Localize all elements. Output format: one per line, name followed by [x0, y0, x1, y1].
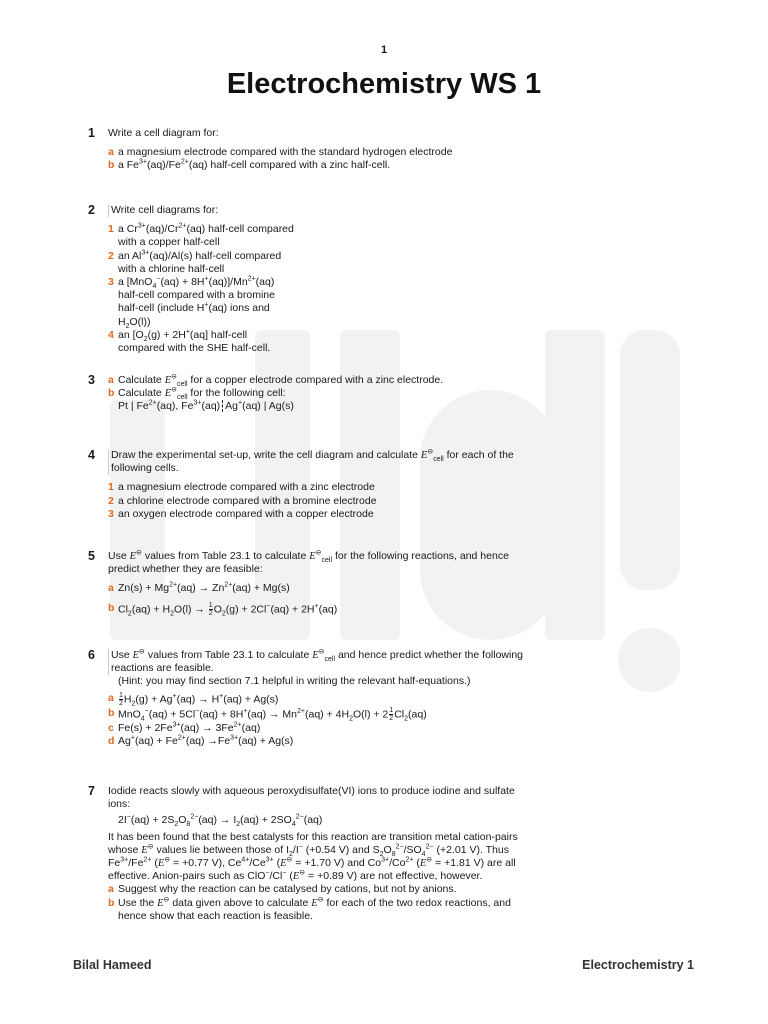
- question-number: 6: [88, 648, 95, 662]
- part-a: a a magnesium electrode compared with the standard hydrogen electrode: [108, 146, 453, 159]
- equation: $2I^-(aq) + 2S_2O_8^{2-}(aq) \to I_2(aq) + 2SO_4^{2-}(aq)$: [118, 813, 323, 829]
- part-1: 1 a magnesium electrode compared with a zinc electrode: [108, 481, 375, 494]
- question-stem: Use E⊖ values from Table 23.1 to calculate $E^⊖_{cell}$ and hence predict whether the following reactions are feasible.: [108, 649, 528, 675]
- question-number: 2: [88, 203, 95, 217]
- part-1: 1 a $Cr^{3+}(aq)/Cr^{2+}(aq)$ half-cell compared with a copper half-cell: [108, 222, 294, 249]
- question-number: 7: [88, 784, 95, 798]
- question-stem: Use E⊖ values from Table 23.1 to calculate $E^⊖_{cell}$ for the following reactions, and hence predict whether they are feasible:: [108, 549, 509, 576]
- part-3: 3 an oxygen electrode compared with a copper electrode: [108, 507, 374, 520]
- footer-title: Electrochemistry 1: [582, 958, 694, 972]
- part-3: 3 a $[MnO_4^-(aq) + 8H^+(aq)]/Mn^{2+}(aq)$ half-cell compared with a bromine half-cell (include H+(aq) ions and $H_2O(l)$): [108, 275, 275, 330]
- question-stem: Write cell diagrams for:: [108, 204, 528, 217]
- part-b: b $Cl_2(aq) + H_2O(l)$ → $\frac{1}{2}$ $O_2(g) + 2Cl^-(aq) + 2H^+(aq)$: [108, 601, 338, 617]
- paragraph: It has been found that the best catalysts for this reaction are transition metal cation-pairs whose E⊖ values lie between those of $I_2/I^-$ (+0.54 V) and $S_2O_8^{2-}/SO_4^{2-}$ (+2.01 V). Thus $Fe^{3+}/Fe^{2+}$ (E⊖ = +0.77 V), $Ce^{4+}/Ce^{3+}$ (E⊖ = +1.70 V) and $Co^{3+}/Co^{2+}$ (E⊖ = +1.81 V) are all effective. Anion-pairs such as ClO−/Cl− (E⊖ = +0.89 V) are not effective, however.: [108, 830, 518, 883]
- part-2: 2 an $Al^{3+}(aq)/Al(s)$ half-cell compared with a chlorine half-cell: [108, 249, 282, 275]
- cell-diagram: Pt | $Fe^{2+}(aq)$, $Fe^{3+}(aq)$ Ag+(aq) | Ag(s): [118, 399, 294, 413]
- hint: (Hint: you may find section 7.1 helpful in writing the relevant half-equations.): [118, 675, 471, 688]
- page-number: 1: [380, 44, 388, 56]
- part-a: a Suggest why the reaction can be catalysed by cations, but not by anions.: [108, 883, 457, 896]
- question-number: 4: [88, 448, 95, 462]
- part-4: 4 an [$O_2(g) + 2H^+(aq]$ half-cell compared with the SHE half-cell.: [108, 328, 271, 355]
- part-2: 2 a chlorine electrode compared with a bromine electrode: [108, 494, 377, 507]
- question-number: 1: [88, 126, 95, 140]
- part-b: b Calculate $E^⊖_{cell}$ for the following cell:: [108, 386, 286, 402]
- page-title: Electrochemistry WS 1: [226, 68, 542, 100]
- part-b: b a $Fe^{3+}(aq)/Fe^{2+}(aq)$ half-cell compared with a zinc half-cell.: [108, 158, 391, 172]
- question-stem: Write a cell diagram for:: [108, 127, 219, 139]
- question-number: 3: [88, 373, 95, 387]
- footer-author: Bilal Hameed: [73, 958, 152, 972]
- part-d: d $Ag^+(aq) + Fe^{2+}(aq) \to Fe^{3+}(aq) + Ag(s)$: [108, 734, 294, 747]
- part-a: a $\frac{1}{2}$ $H_2(g) + Ag^+(aq) \to H^+(aq) + Ag(s)$: [108, 691, 279, 707]
- part-a: a Calculate $E^⊖_{cell}$ for a copper electrode compared with a zinc electrode.: [108, 373, 444, 389]
- part-c: c $Fe(s) + 2Fe^{3+}(aq) \to 3Fe^{2+}(aq)$: [108, 721, 261, 734]
- part-a: a $Zn(s) + Mg^{2+}(aq) \to Zn^{2+}(aq) + Mg(s)$: [108, 581, 290, 595]
- question-number: 5: [88, 549, 95, 563]
- question-stem: Draw the experimental set-up, write the cell diagram and calculate $E^⊖_{cell}$ for each of the following cells.: [108, 449, 528, 475]
- part-b: b Use the E⊖ data given above to calculate E⊖ for each of the two redox reactions, and hence show that each reaction is feasible.: [108, 896, 511, 922]
- part-b: b $MnO_4^-(aq) + 5Cl^-(aq) + 8H^+(aq) \to Mn^{2+}(aq) + 4H_2O(l) + 2$ $\frac{1}{2}$ $Cl_2(aq)$: [108, 706, 427, 722]
- question-stem: Iodide reacts slowly with aqueous peroxydisulfate(VI) ions to produce iodine and sulfate ions:: [108, 785, 515, 811]
